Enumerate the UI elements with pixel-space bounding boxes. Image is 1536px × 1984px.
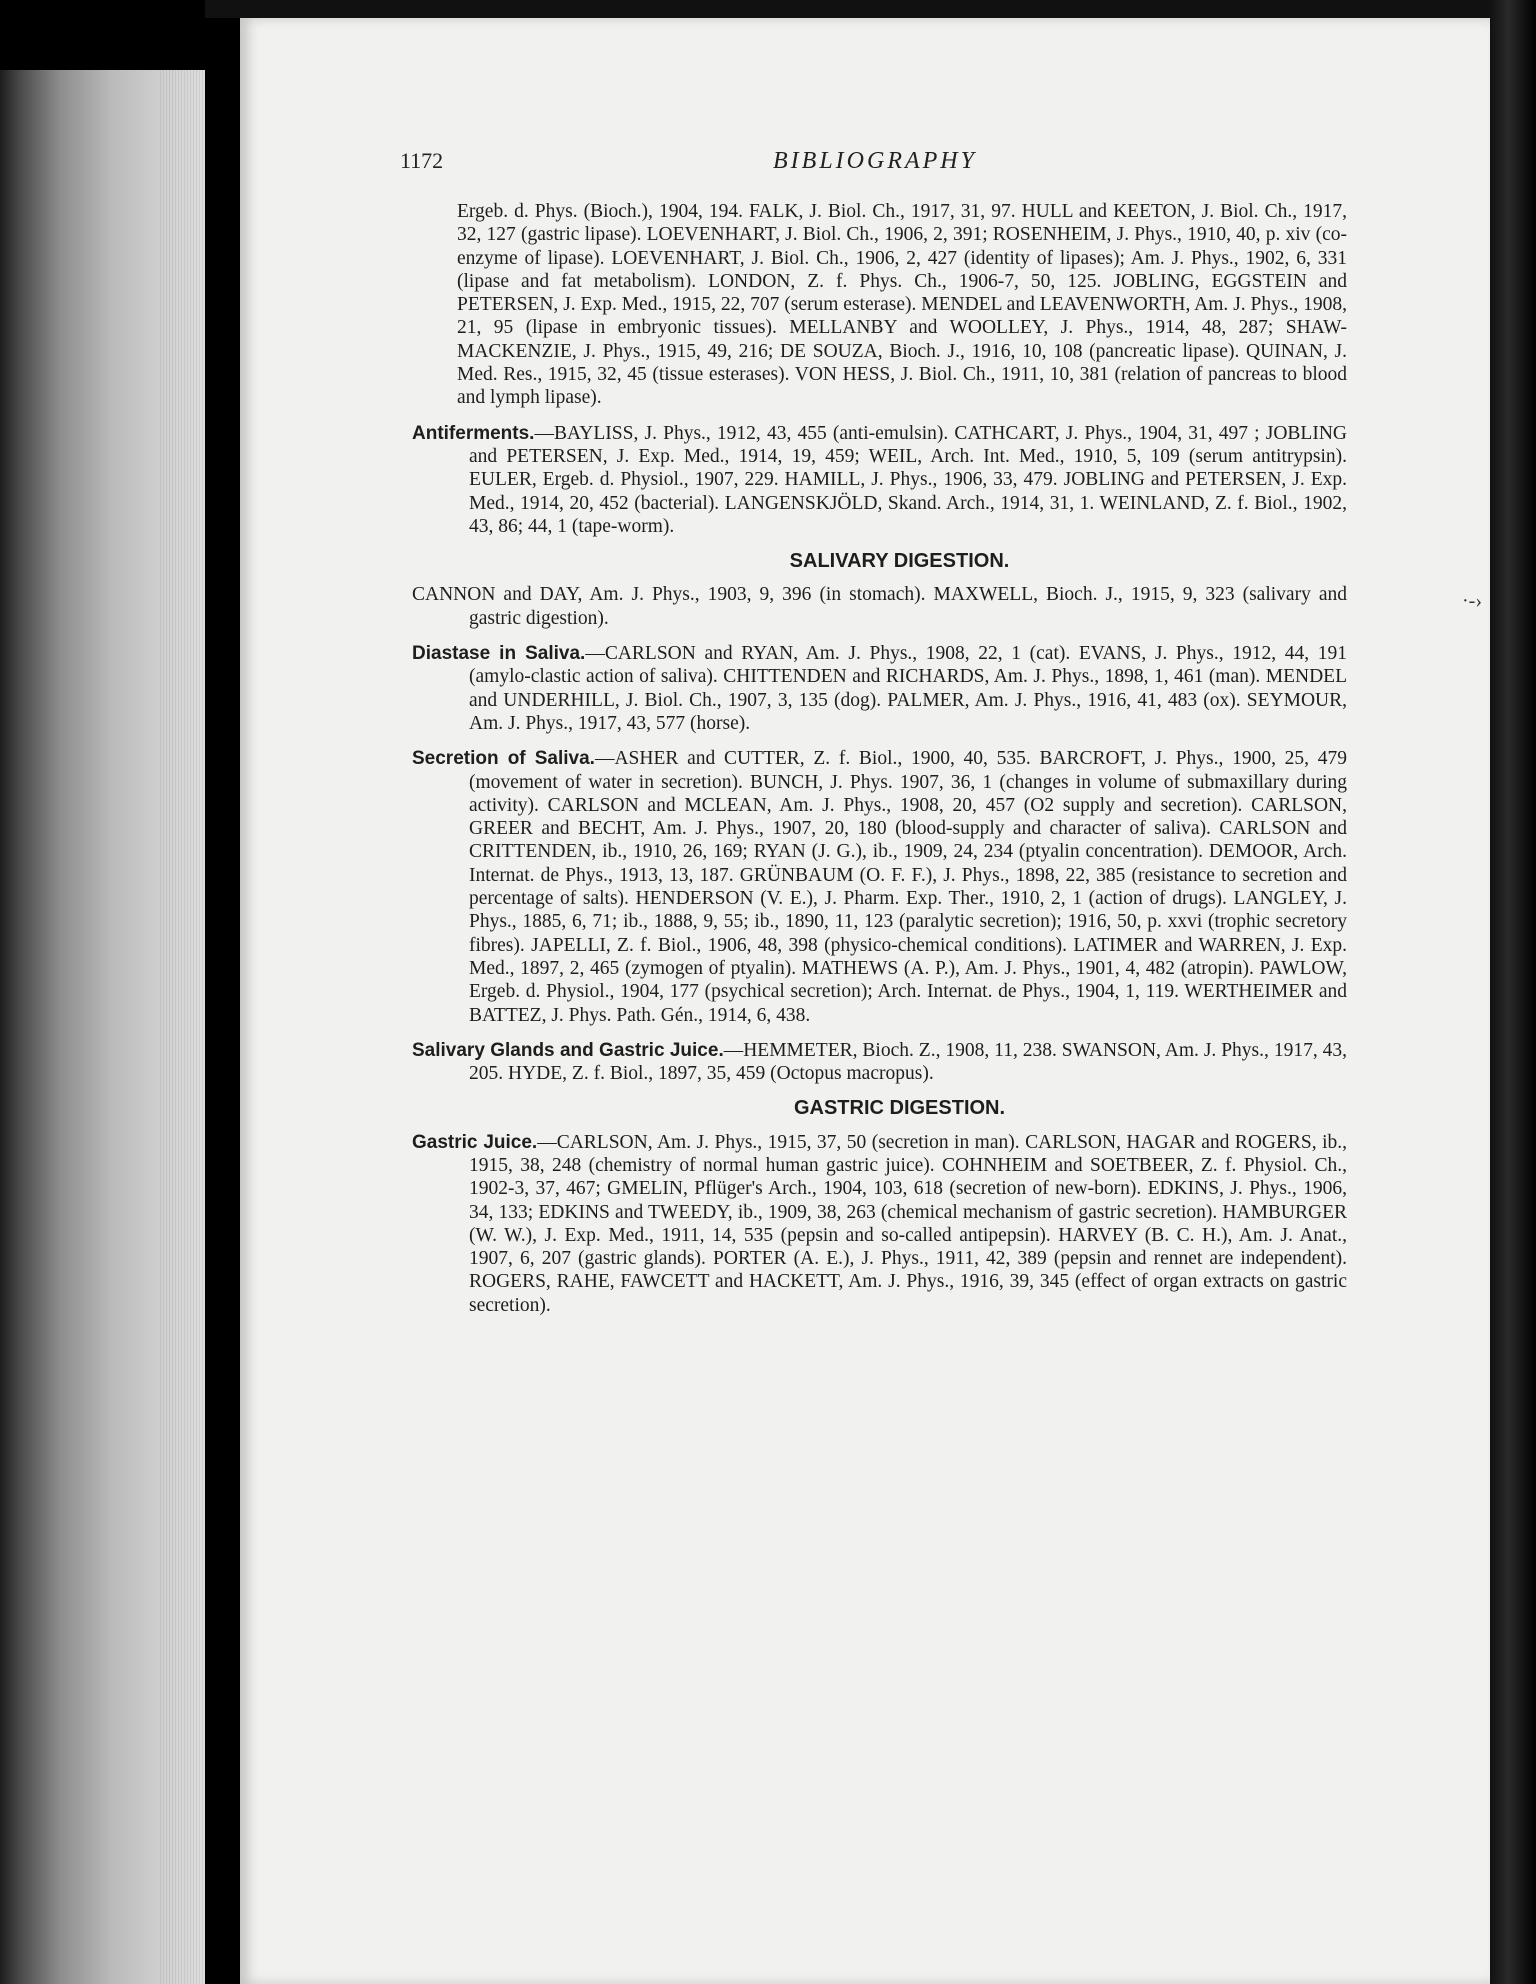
- bibliography-entry: [412, 747, 1347, 1027]
- entry-text: Ergeb. d. Phys. (Bioch.), 1904, 194. FALK, J. Biol. Ch., 1917, 31, 97. HULL and KEETON, J. Biol. Ch., 1917, 32, 127 (gastric lipase). LOEVENHART, J. Biol. Ch., 1906, 2, 391; ROSENHEIM, J. Phys., 1910, 40, p. xiv (co-enzyme of lipase). LOEVENHART, J. Biol. Ch., 1906, 2, 427 (identity of lipases); Am. J. Phys., 1902, 6, 331 (lipase and fat metabolism). LONDON, Z. f. Phys. Ch., 1906-7, 50, 125. JOBLING, EGGSTEIN and PETERSEN, J. Exp. Med., 1915, 22, 707 (serum esterase). MENDEL and LEAVENWORTH, Am. J. Phys., 1908, 21, 95 (lipase in embryonic tissues). MELLANBY and WOOLLEY, J. Phys., 1914, 48, 287; SHAW-MACKENZIE, J. Phys., 1915, 49, 216; DE SOUZA, Bioch. J., 1916, 10, 108 (pancreatic lipase). QUINAN, J. Med. Res., 1915, 32, 45 (tissue esterases). VON HESS, J. Biol. Ch., 1911, 10, 381 (relation of pancreas to blood and lymph lipase).: [457, 201, 1347, 409]
- book-page-edge-lines: [160, 70, 205, 1984]
- bibliography-entry: [412, 1131, 1347, 1317]
- entry-text: —ASHER and CUTTER, Z. f. Biol., 1900, 40, 535. BARCROFT, J. Phys., 1900, 25, 479 (movement of water in secretion). BUNCH, J. Phys. 1907, 36, 1 (changes in volume of submaxillary during activity). CARLSON and MCLEAN, Am. J. Phys., 1908, 20, 457 (O2 supply and secretion). CARLSON, GREER and BECHT, Am. J. Phys., 1907, 20, 180 (blood-supply and character of saliva). CARLSON and CRITTENDEN, ib., 1910, 26, 169; RYAN (J. G.), ib., 1909, 24, 234 (ptyalin concentration). DEMOOR, Arch. Internat. de Phys., 1913, 13, 187. GRÜNBAUM (O. F. F.), J. Phys., 1898, 22, 385 (resistance to secretion and percentage of salts). HENDERSON (V. E.), J. Pharm. Exp. Ther., 1910, 2, 1 (action of drugs). LANGLEY, J. Phys., 1885, 6, 71; ib., 1888, 9, 55; ib., 1890, 11, 123 (paralytic secretion); 1916, 50, p. xxvi (trophic secretory fibres). JAPELLI, Z. f. Biol., 1906, 48, 398 (physico-chemical conditions). LATIMER and WARREN, J. Exp. Med., 1897, 2, 465 (zymogen of ptyalin). MATHEWS (A. P.), Am. J. Phys., 1901, 4, 482 (atropin). PAWLOW, Ergeb. d. Physiol., 1904, 177 (psychical secretion); Arch. Internat. de Phys., 1904, 1, 119. WERTHEIMER and BATTEZ, J. Phys. Path. Gén., 1914, 6, 438.: [469, 748, 1347, 1026]
- bibliography-body: [412, 200, 1347, 1329]
- entry-heading: Antiferments.: [412, 422, 535, 444]
- scan-top-edge: [205, 0, 1490, 18]
- entry-text: CANNON and DAY, Am. J. Phys., 1903, 9, 396 (in stomach). MAXWELL, Bioch. J., 1915, 9, 323 (salivary and gastric digestion).: [412, 584, 1347, 629]
- running-title: BIBLIOGRAPHY: [773, 148, 977, 174]
- page-number: 1172: [400, 148, 444, 173]
- entry-text: —HEMMETER, Bioch. Z., 1908, 11, 238. SWANSON, Am. J. Phys., 1917, 43, 205. HYDE, Z. f. Biol., 1897, 35, 459 (Octopus macropus).: [469, 1039, 1347, 1085]
- bibliography-entry: [412, 642, 1347, 735]
- entry-heading: Diastase in Saliva.: [412, 643, 586, 665]
- entry-heading: Salivary Glands and Gastric Juice.: [412, 1039, 724, 1061]
- page-header: [400, 148, 1350, 178]
- section-heading-gastric: GASTRIC DIGESTION.: [793, 1097, 1006, 1120]
- scan-right-edge: [1490, 0, 1536, 1984]
- bibliography-entry: [412, 422, 1347, 538]
- bibliography-entry: [412, 583, 1347, 630]
- bibliography-entry: [412, 1039, 1347, 1086]
- entry-text: —CARLSON, Am. J. Phys., 1915, 37, 50 (secretion in man). CARLSON, HAGAR and ROGERS, ib., 1915, 38, 248 (chemistry of normal human gastric juice). COHNHEIM and SOETBEER, Z. f. Physiol. Ch., 1902-3, 37, 467; GMELIN, Pflüger's Arch., 1904, 103, 618 (secretion of new-born). EDKINS, J. Phys., 1906, 34, 133; EDKINS and TWEEDY, ib., 1909, 38, 263 (chemical mechanism of gastric secretion). HAMBURGER (W. W.), J. Exp. Med., 1911, 14, 535 (pepsin and so-called antipepsin). HARVEY (B. C. H.), Am. J. Anat., 1907, 6, 207 (gastric glands). PORTER (A. E.), J. Phys., 1911, 42, 389 (pepsin and rennet are independent). ROGERS, RAHE, FAWCETT and HACKETT, Am. J. Phys., 1916, 39, 345 (effect of organ extracts on gastric secretion).: [469, 1131, 1347, 1316]
- entry-heading: Gastric Juice.: [412, 1131, 538, 1153]
- bibliography-entry: [412, 200, 1347, 410]
- entry-heading: Secretion of Saliva.: [412, 748, 595, 770]
- entry-text: —BAYLISS, J. Phys., 1912, 43, 455 (anti-emulsin). CATHCART, J. Phys., 1904, 31, 497 ; JOBLING and PETERSEN, J. Exp. Med., 1914, 19, 459; WEIL, Arch. Int. Med., 1910, 5, 109 (serum antitrypsin). EULER, Ergeb. d. Physiol., 1907, 229. HAMILL, J. Phys., 1906, 33, 479. JOBLING and PETERSEN, J. Exp. Med., 1914, 20, 452 (bacterial). LANGENSKJÖLD, Skand. Arch., 1914, 31, 1. WEINLAND, Z. f. Biol., 1902, 43, 86; 44, 1 (tape-worm).: [469, 422, 1347, 537]
- entry-text: —CARLSON and RYAN, Am. J. Phys., 1908, 22, 1 (cat). EVANS, J. Phys., 1912, 44, 191 (amylo-clastic action of saliva). CHITTENDEN and RICHARDS, Am. J. Phys., 1898, 1, 461 (man). MENDEL and UNDERHILL, J. Biol. Ch., 1907, 3, 135 (dog). PALMER, Am. J. Phys., 1916, 41, 483 (ox). SEYMOUR, Am. J. Phys., 1917, 43, 577 (horse).: [469, 643, 1347, 734]
- section-heading-salivary: SALIVARY DIGESTION.: [789, 550, 1010, 573]
- margin-mark: ·-›: [1462, 590, 1482, 612]
